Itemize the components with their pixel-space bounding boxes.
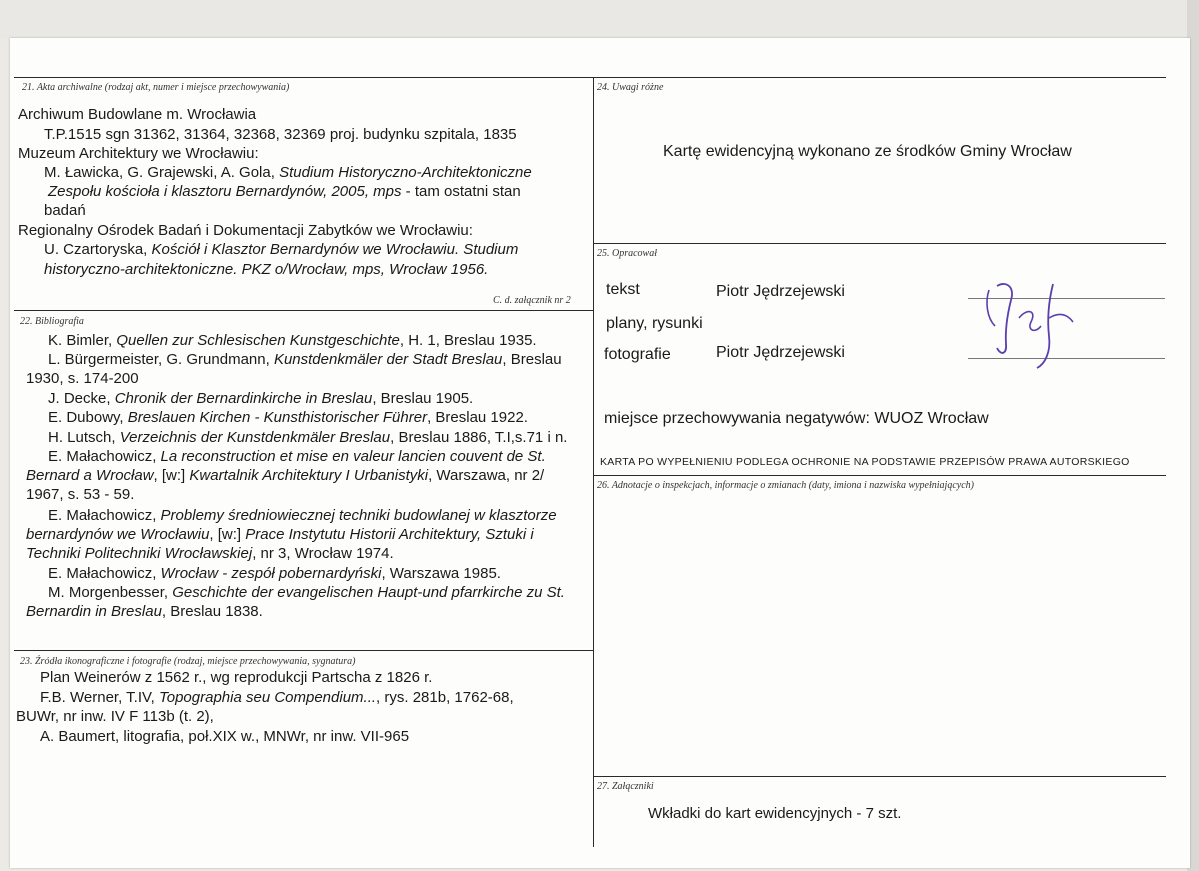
rule-26-27 [593,776,1166,777]
author-name-photos: Piotr Jędrzejewski [716,344,845,361]
iconography-line: A. Baumert, litografia, poł.XIX w., MNWr, nr inw. VII-965 [40,728,410,745]
handwritten-signature [975,278,1085,373]
bibliography-line: H. Lutsch, Verzeichnis der Kunstdenkmäler Breslau, Breslau 1886, T.I,s.71 i n. [48,429,568,446]
author-name-text: Piotr Jędrzejewski [716,283,845,300]
bibliography-line: bernardynów we Wrocławiu, [w:] Prace Instytutu Historii Architektury, Sztuki i [26,526,534,543]
copyright-notice: KARTA PO WYPEŁNIENIU PODLEGA OCHRONIE NA PODSTAWIE PRZEPISÓW PRAWA AUTORSKIEGO [600,456,1130,468]
rule-21-22 [14,310,593,311]
section-26-label: 26. Adnotacje o inspekcjach, informacje o zmianach (daty, imiona i nazwiska wypełniających) [597,480,974,491]
center-divider [593,77,594,847]
bibliography-line: 1930, s. 174-200 [26,370,139,387]
archive-line-5: Zespołu kościoła i klasztoru Bernardynów, 2005, mps - tam ostatni stan [48,183,521,200]
author-role-photos: fotografie [604,346,671,363]
section-21-label: 21. Akta archiwalne (rodzaj akt, numer i miejsce przechowywania) [22,82,290,93]
bibliography-line: Bernard a Wrocław, [w:] Kwartalnik Architektury I Urbanistyki, Warszawa, nr 2/ [26,467,545,484]
author-role-plans: plany, rysunki [606,315,703,332]
iconography-line: F.B. Werner, T.IV, Topographia seu Compendium..., rys. 281b, 1762-68, [40,689,514,706]
continuation-note: C. d. załącznik nr 2 [493,295,571,306]
negatives-location: miejsce przechowywania negatywów: WUOZ Wrocław [604,410,989,427]
bibliography-line: Bernardin in Breslau, Breslau 1838. [26,603,263,620]
section-27-label: 27. Załączniki [597,781,654,792]
bibliography-line: L. Bürgermeister, G. Grundmann, Kunstdenkmäler der Stadt Breslau, Breslau [48,351,562,368]
archive-line-3: Muzeum Architektury we Wrocławiu: [18,145,259,162]
attachments-text: Wkładki do kart ewidencyjnych - 7 szt. [648,805,902,822]
rule-22-23 [14,650,593,651]
author-role-text: tekst [606,281,640,298]
bibliography-line: E. Małachowicz, Problemy średniowiecznej techniki budowlanej w klasztorze [48,507,557,524]
bibliography-line: E. Małachowicz, La reconstruction et mise en valeur lancien couvent de St. [48,448,546,465]
section-24-label: 24. Uwagi różne [597,82,664,93]
section-23-label: 23. Źródła ikonograficzne i fotografie (rodzaj, miejsce przechowywania, sygnatura) [20,656,356,667]
bibliography-line: Techniki Politechniki Wrocławskiej, nr 3, Wrocław 1974. [26,545,394,562]
archive-line-7: Regionalny Ośrodek Badań i Dokumentacji Zabytków we Wrocławiu: [18,222,473,239]
archive-line-9: historyczno-architektoniczne. PKZ o/Wrocław, mps, Wrocław 1956. [44,261,489,278]
rule-24-25 [593,243,1166,244]
bibliography-line: J. Decke, Chronik der Bernardinkirche in Breslau, Breslau 1905. [48,390,474,407]
section-22-label: 22. Bibliografia [20,316,84,327]
top-rule [14,77,1166,78]
iconography-line: Plan Weinerów z 1562 r., wg reprodukcji Partscha z 1826 r. [40,669,433,686]
section-25-label: 25. Opracował [597,248,657,259]
bibliography-line: M. Morgenbesser, Geschichte der evangelischen Haupt-und pfarrkirche zu St. [48,584,565,601]
archive-line-4: M. Ławicka, G. Grajewski, A. Gola, Studium Historyczno-Architektoniczne [44,164,532,181]
bibliography-line: E. Małachowicz, Wrocław - zespół pobernardyński, Warszawa 1985. [48,565,501,582]
archive-line-8: U. Czartoryska, Kościół i Klasztor Bernardynów we Wrocławiu. Studium [44,241,519,258]
bibliography-line: K. Bimler, Quellen zur Schlesischen Kunstgeschichte, H. 1, Breslau 1935. [48,332,537,349]
bibliography-line: E. Dubowy, Breslauen Kirchen - Kunsthistorischer Führer, Breslau 1922. [48,409,528,426]
rule-25-26 [593,475,1166,476]
archive-line-2: T.P.1515 sgn 31362, 31364, 32368, 32369 proj. budynku szpitala, 1835 [44,126,517,143]
iconography-line: BUWr, nr inw. IV F 113b (t. 2), [16,708,214,725]
remarks-text: Kartę ewidencyjną wykonano ze środków Gminy Wrocław [663,143,1072,160]
archive-line-6: badań [44,202,86,219]
archive-line-1: Archiwum Budowlane m. Wrocławia [18,106,257,123]
bibliography-line: 1967, s. 53 - 59. [26,486,135,503]
scan-top-band [0,0,1199,38]
